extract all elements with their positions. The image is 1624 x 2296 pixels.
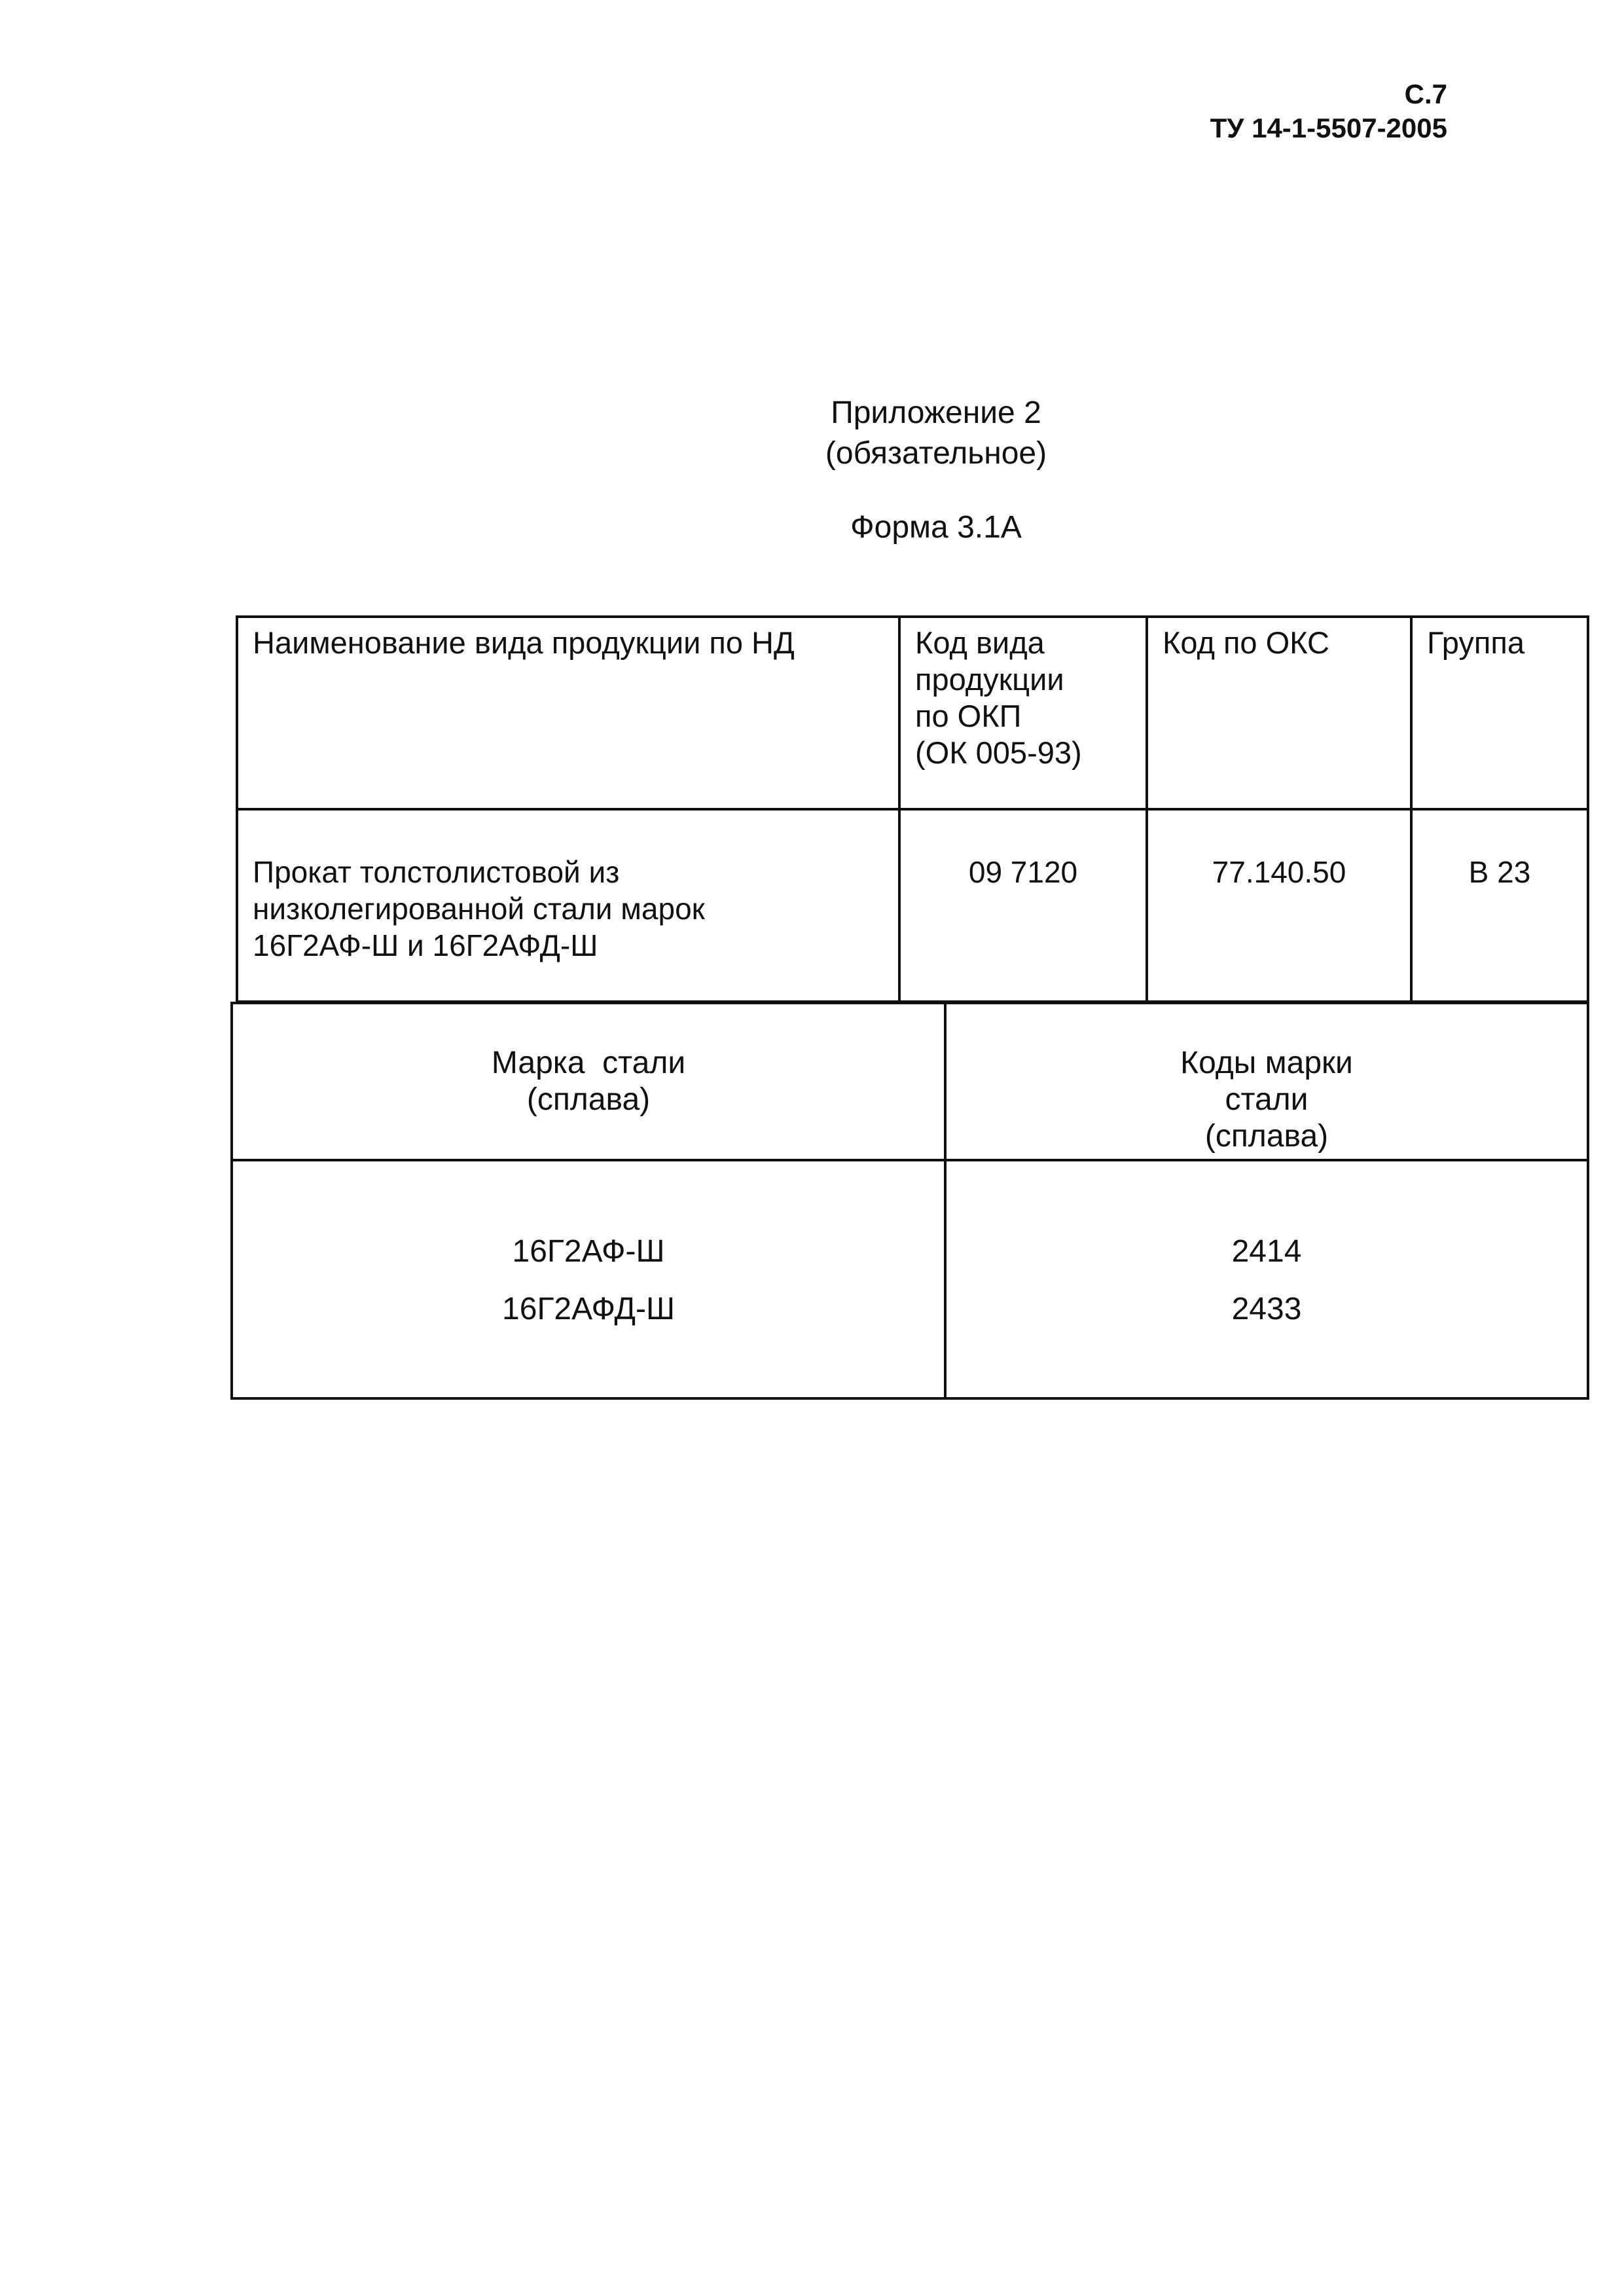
okp-code-cell [899, 809, 1147, 1002]
product-table [236, 615, 1589, 1003]
header-cell-oks-code [1147, 617, 1411, 809]
product-name-cell [237, 809, 899, 1002]
header-label-okp-code [901, 618, 1146, 778]
okp-code-value: 09 7120 [968, 855, 1078, 889]
header-okp-line: по ОКП [915, 699, 1022, 733]
group-cell [1411, 809, 1588, 1002]
steel-table-row [232, 1160, 1588, 1398]
header-grade-line: Марка стали [491, 1046, 686, 1080]
steel-grade-table [230, 1002, 1589, 1400]
steel-grades-list [233, 1161, 944, 1338]
header-cell-grade-codes [945, 1003, 1588, 1160]
steel-grade: 16Г2АФД-Ш [502, 1292, 675, 1326]
product-name-line: Прокат толстолистовой из [253, 855, 620, 889]
product-table-row [237, 809, 1588, 1002]
page-number: С.7 [1404, 79, 1447, 109]
document-code: ТУ 14-1-5507-2005 [1210, 113, 1447, 143]
form-title: Форма 3.1А [850, 510, 1022, 545]
header-label-grade-codes [947, 1004, 1587, 1155]
header-cell-group [1411, 617, 1588, 809]
header-label-oks-code: Код по ОКС [1163, 625, 1329, 660]
header-codes-line: стали [1225, 1082, 1308, 1117]
appendix-heading [655, 393, 1218, 474]
appendix-title: Приложение 2 [831, 395, 1041, 430]
product-name [238, 811, 898, 964]
header-cell-steel-grade [232, 1003, 945, 1160]
steel-grades-cell [232, 1160, 945, 1398]
oks-code-value: 77.140.50 [1212, 855, 1346, 889]
steel-table-header-row [232, 1003, 1588, 1160]
header-codes-line: (сплава) [1204, 1119, 1329, 1154]
steel-grade: 16Г2АФ-Ш [512, 1234, 665, 1269]
page-header [1210, 77, 1447, 145]
grade-code: 2414 [1231, 1234, 1302, 1269]
grade-code: 2433 [1231, 1292, 1302, 1326]
header-okp-line: (ОК 005-93) [915, 735, 1082, 770]
grade-codes-list [947, 1161, 1587, 1338]
product-name-line: низколегированной стали марок [253, 892, 705, 926]
oks-code-cell [1147, 809, 1411, 1002]
header-okp-line: продукции [915, 662, 1064, 697]
grade-codes-cell [945, 1160, 1588, 1398]
header-cell-okp-code [899, 617, 1147, 809]
appendix-note: (обязательное) [825, 436, 1047, 471]
header-label-product-name: Наименование вида продукции по НД [253, 625, 795, 660]
group-value: В 23 [1468, 855, 1531, 889]
header-cell-product-name [237, 617, 899, 809]
product-table-header-row [237, 617, 1588, 809]
header-codes-line: Коды марки [1180, 1046, 1353, 1080]
header-label-steel-grade [233, 1004, 944, 1118]
product-name-line: 16Г2АФ-Ш и 16Г2АФД-Ш [253, 928, 598, 962]
header-label-group: Группа [1427, 625, 1525, 660]
header-grade-line: (сплава) [526, 1082, 651, 1117]
header-okp-line: Код вида [915, 625, 1045, 660]
